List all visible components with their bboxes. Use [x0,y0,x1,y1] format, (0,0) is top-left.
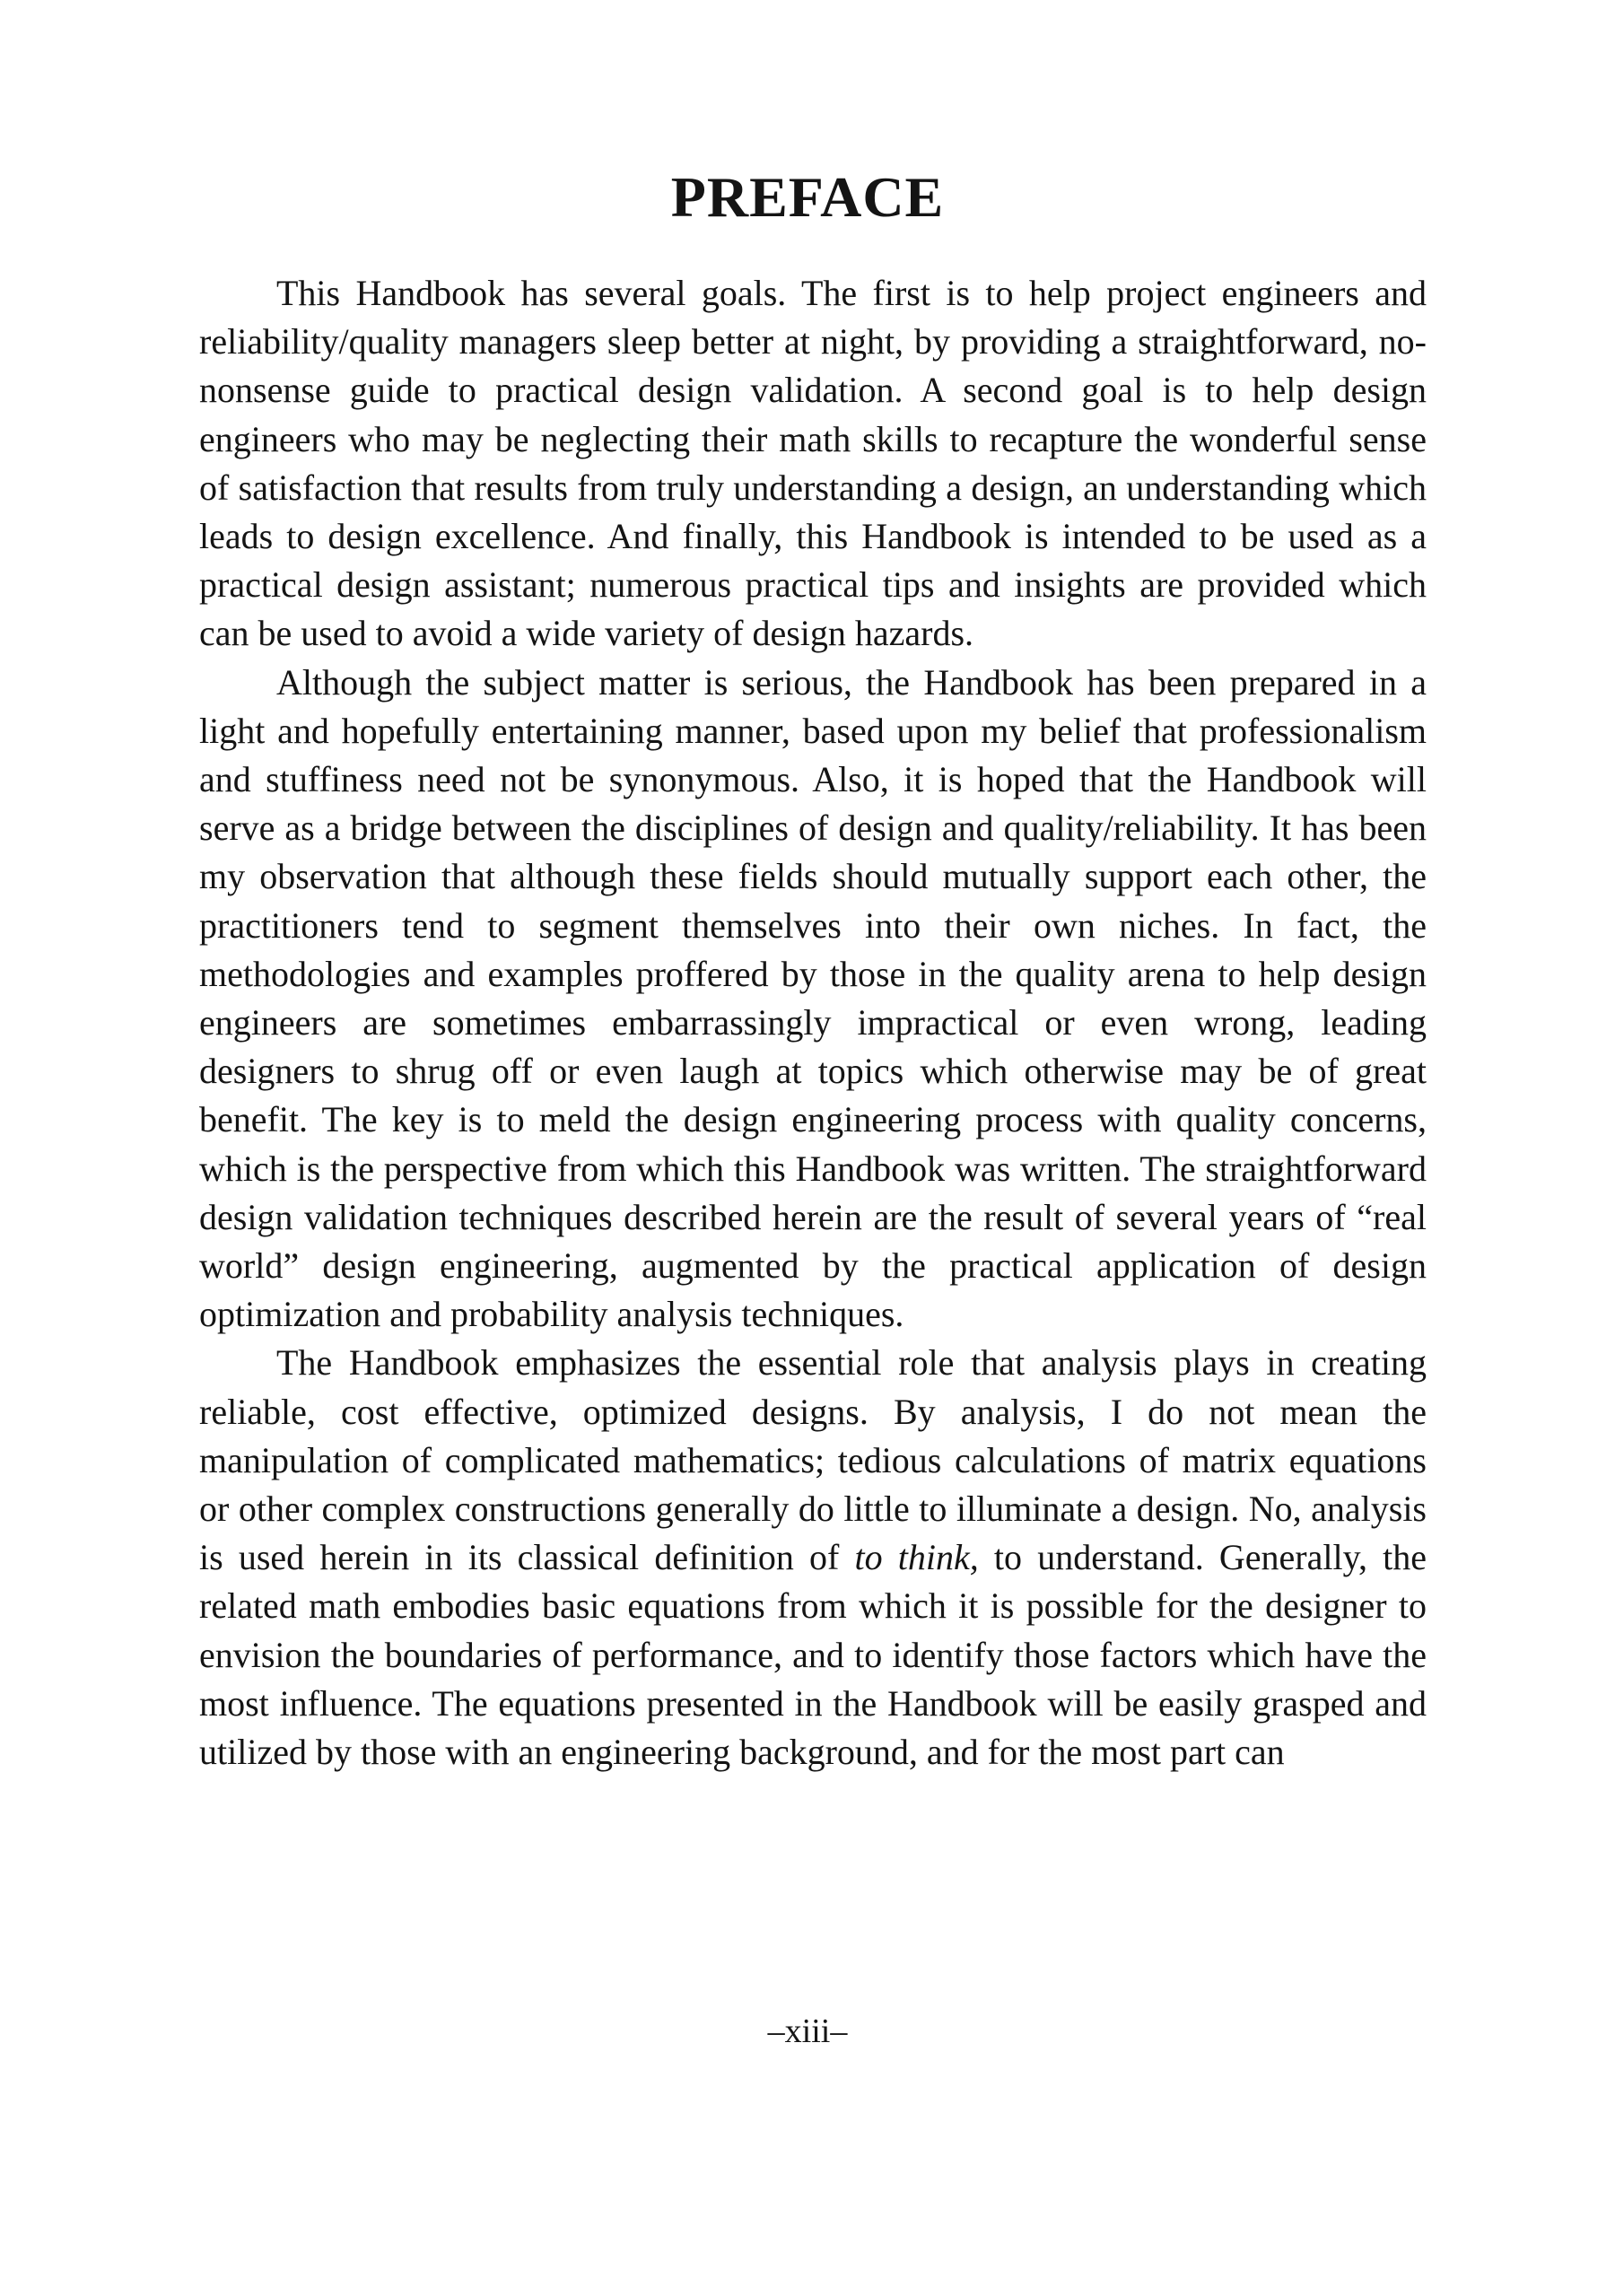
paragraph-1: This Handbook has several goals. The first is to help project engineers and reliability/quality managers sleep better at night, by providing a straightforward, no-nonsense guide to practical design validation. A second goal is to help design engineers who may be neglecting their math skills to recapture the wonderful sense of satisfaction that results from truly understanding a design, an understanding which leads to design excellence. And finally, this Handbook is intended to be used as a practical design assistant; numerous practical tips and insights are provided which can be used to avoid a wide variety of design hazards. [199,273,1427,654]
preface-body [199,269,1427,1777]
page-number: –xiii– [767,2012,848,2050]
paragraph-3-text-after: to understand. Generally, the related math embodies basic equations from which it is possible for the designer to envision the boundaries of performance, and to identify those factors which have the most influence. The equations presented in the Handbook will be easily grasped and utilized by those with an engineering background, and for the most part can [199,1537,1427,1773]
paragraph-2: Although the subject matter is serious, the Handbook has been prepared in a light and hopefully entertaining manner, based upon my belief that professionalism and stuffiness need not be synonymous. Also, it is hoped that the Handbook will serve as a bridge between the disciplines of design and quality/reliability. It has been my observation that although these fields should mutually support each other, the practitioners tend to segment themselves into their own niches. In fact, the methodologies and examples proffered by those in the quality arena to help design engineers are sometimes embarrassingly impractical or even wrong, leading designers to shrug off or even laugh at topics which otherwise may be of great benefit. The key is to meld the design engineering process with quality concerns, which is the perspective from which this Handbook was written. The straightforward design validation techniques described herein are the result of several years of “real world” design engineering, augmented by the practical application of design optimization and probability analysis techniques. [199,661,1427,1335]
paragraph-3 [199,1339,1427,1777]
paragraph-3-emphasis: to think, [854,1537,979,1578]
paragraph-3-text-before: The Handbook emphasizes the essential role that analysis plays in creating reliable, cost effective, optimized designs. By analysis, I do not mean the manipulation of complicated mathematics; tedious calculations of matrix equations or other complex constructions generally do little to illuminate a design. No, analysis is used herein in its classical definition of [199,1342,1427,1578]
page-title: PREFACE [670,165,945,229]
